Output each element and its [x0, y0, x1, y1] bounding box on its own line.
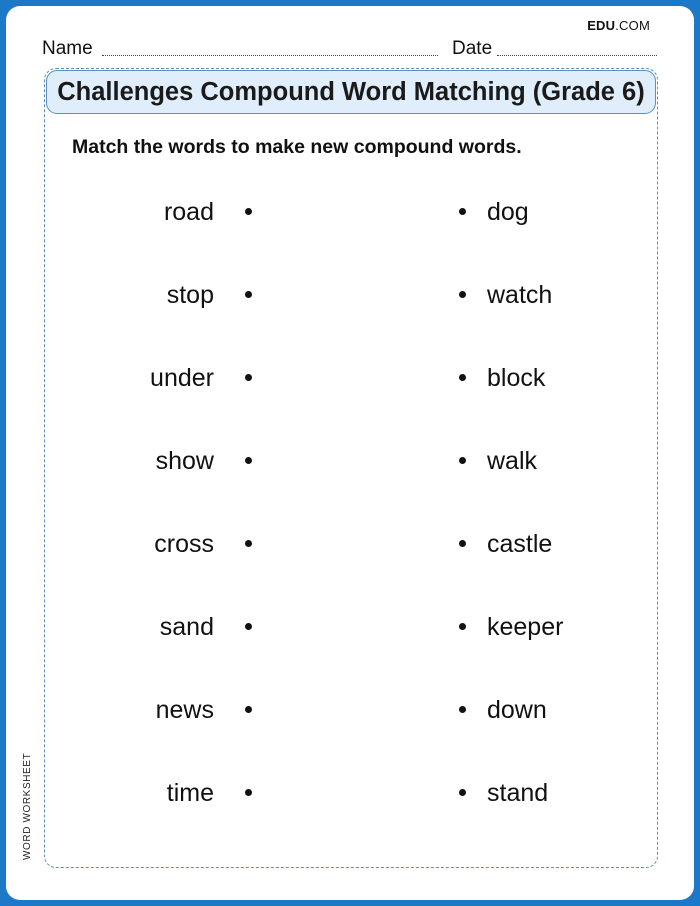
- right-dot[interactable]: [459, 457, 466, 464]
- left-dot[interactable]: [245, 457, 252, 464]
- right-dot[interactable]: [459, 208, 466, 215]
- name-label: Name: [42, 38, 93, 59]
- brand-logo: [587, 18, 650, 33]
- instruction-text: Match the words to make new compound words.: [72, 136, 522, 158]
- right-word: block: [487, 364, 546, 392]
- right-dot[interactable]: [459, 291, 466, 298]
- match-row: [6, 446, 694, 476]
- right-word: down: [487, 696, 547, 724]
- match-row: [6, 280, 694, 310]
- date-label: Date: [452, 38, 493, 59]
- right-dot[interactable]: [459, 789, 466, 796]
- left-dot[interactable]: [245, 623, 252, 630]
- worksheet-page: [6, 6, 694, 900]
- left-word: show: [155, 447, 214, 475]
- right-word: stand: [487, 779, 549, 807]
- left-dot[interactable]: [245, 789, 252, 796]
- match-row: [6, 612, 694, 642]
- right-word: keeper: [487, 613, 564, 641]
- left-word: news: [155, 696, 214, 724]
- right-dot[interactable]: [459, 540, 466, 547]
- left-dot[interactable]: [245, 374, 252, 381]
- right-word: walk: [487, 447, 538, 475]
- left-word: time: [166, 779, 214, 807]
- right-word: dog: [487, 198, 529, 226]
- name-field[interactable]: [102, 55, 438, 56]
- brand-edu-text: EDU: [587, 18, 616, 33]
- left-word: stop: [166, 281, 214, 309]
- match-row: [6, 778, 694, 808]
- right-dot[interactable]: [459, 706, 466, 713]
- match-row: [6, 363, 694, 393]
- left-dot[interactable]: [245, 540, 252, 547]
- left-word: road: [163, 198, 214, 226]
- match-row: [6, 695, 694, 725]
- match-row: [6, 529, 694, 559]
- left-word: cross: [154, 530, 214, 558]
- match-row: [6, 197, 694, 227]
- date-field[interactable]: [497, 55, 657, 56]
- left-word: under: [150, 364, 214, 392]
- right-dot[interactable]: [459, 374, 466, 381]
- right-word: watch: [487, 281, 553, 309]
- brand-com-text: .COM: [615, 18, 650, 33]
- left-dot[interactable]: [245, 291, 252, 298]
- right-word: castle: [487, 530, 553, 558]
- right-dot[interactable]: [459, 623, 466, 630]
- left-dot[interactable]: [245, 706, 252, 713]
- left-word: sand: [159, 613, 214, 641]
- left-dot[interactable]: [245, 208, 252, 215]
- worksheet-title: Challenges Compound Word Matching (Grade 6): [57, 77, 645, 106]
- side-label: WORD WORKSHEET: [22, 752, 33, 860]
- title-bar: [46, 70, 656, 114]
